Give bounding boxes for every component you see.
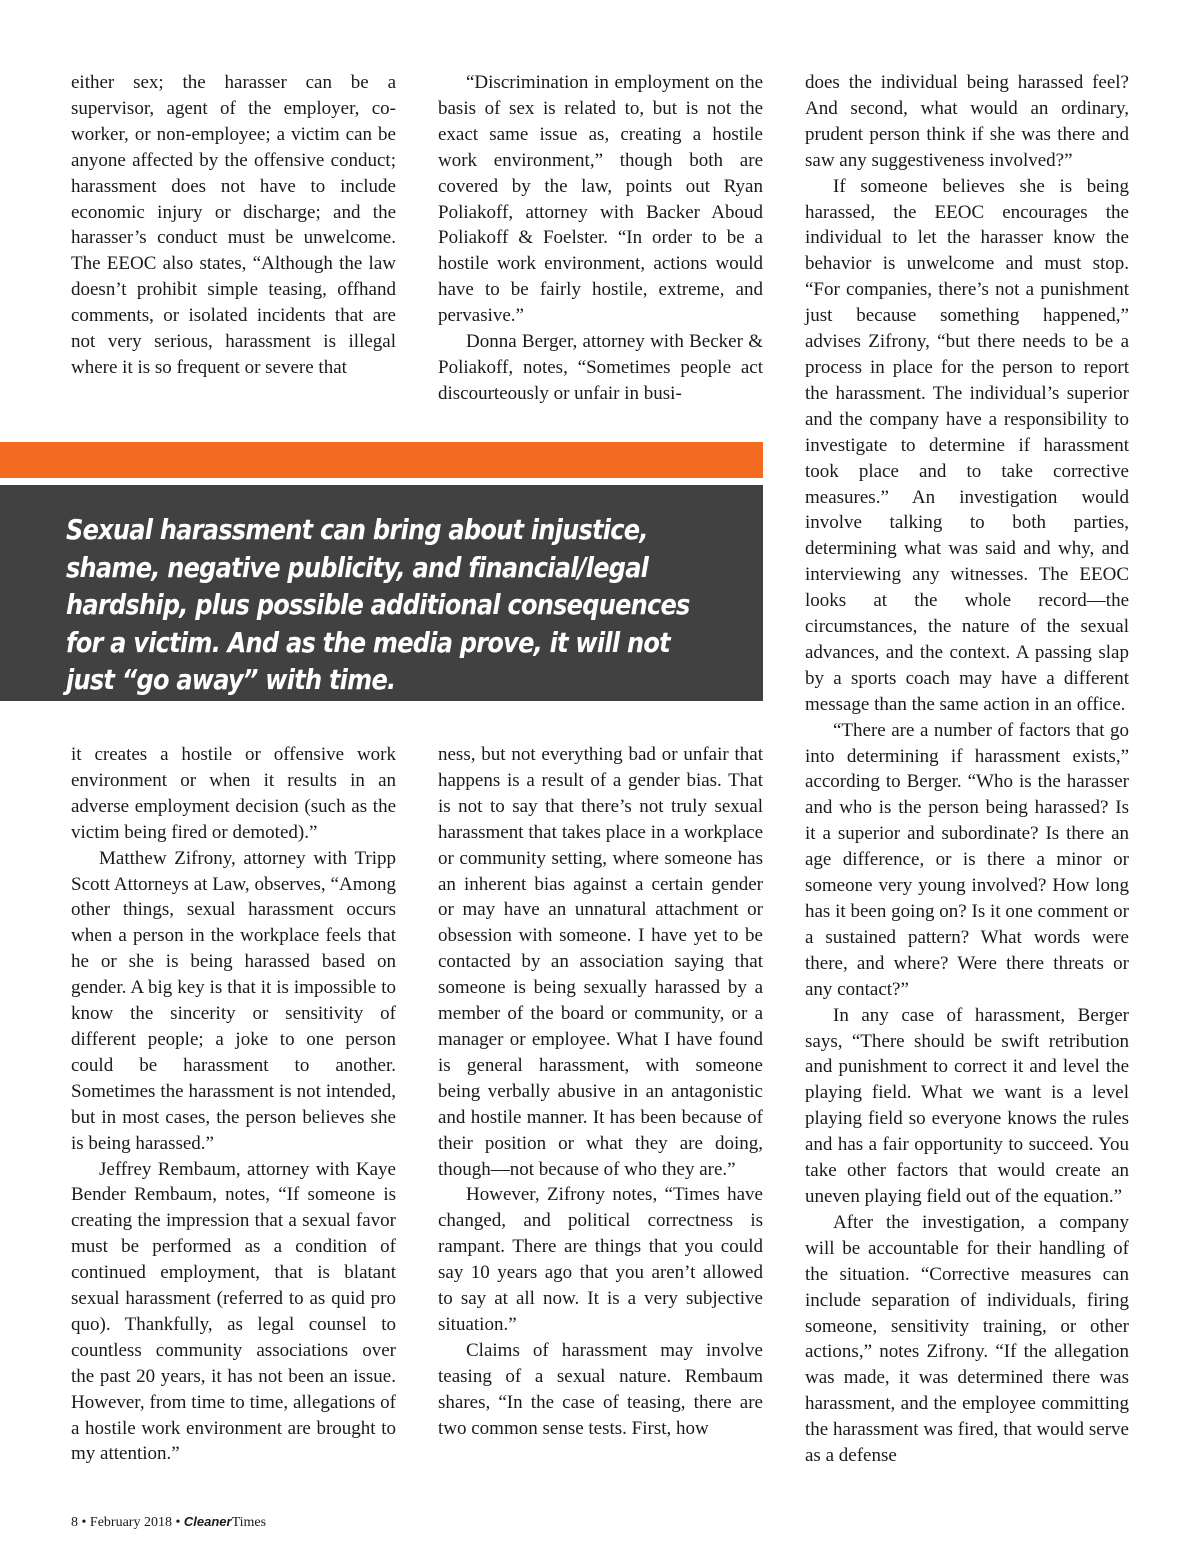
paragraph: ness, but not everything bad or unfair that happens is a result of a gender bias. That is not to say that there’s not truly sexual harassment that takes place in a workplace or community setting, where someone has an inherent bias against a certain gender or may have an unnatural attachment or obsession with someone. I have yet to be contacted by an association saying that someone is being sexually harassed by a member of the board or community, or a manager or employee. What I have found is general harassment, with someone being verbally abusive in an antagonistic and hostile manner. It has been because of their position or what they are doing, though—not because of who they are.” — [438, 744, 763, 1180]
paragraph: Matthew Zifrony, attorney with Tripp Scott Attorneys at Law, observes, “Among other things, sexual harassment occurs when a person in the workplace feels that he or she is being harassed based on gender. A big key is that it is impossible to know the sincerity or sensitivity of different people; a joke to one person could be harassment to another. Sometimes the harassment is not intended, but in most cases, the person believes she is being harassed.” — [71, 847, 396, 1154]
pull-quote: Sexual harassment can bring about injustice, shame, negative publicity, and financial/legal hardship, plus possible additional consequences for a victim. And as the media prove, it will not just “go away” with time. — [66, 513, 690, 696]
page-footer — [71, 1514, 266, 1531]
paragraph: “There are a number of factors that go into determining if harassment exists,” according to Berger. “Who is the harasser and who is the person being harassed? Is it a superior and subordinate? Is there an age difference, or is there a minor or someone very young involved? How long has it been going on? Is it one comment or a sustained pattern? What words were there, and where? Were there threats or any contact?” — [805, 719, 1129, 1000]
paragraph: Claims of harassment may involve teasing of a sexual nature. Rembaum shares, “In the case of teasing, there are two common sense tests. First, how — [438, 1339, 763, 1439]
column-1-bottom — [71, 742, 396, 1467]
paragraph: Jeffrey Rembaum, attorney with Kaye Bender Rembaum, notes, “If someone is creating the impression that a sexual favor must be performed as a condition of continued employment, that is blatant sexual harassment (referred to as quid pro quo). Thankfully, as legal counsel to countless community associations over the past 20 years, it has not been an issue. However, from time to time, allegations of a hostile work environment are brought to my attention.” — [71, 1158, 396, 1465]
footer-separator: • — [175, 1515, 181, 1530]
column-2-bottom — [438, 742, 763, 1441]
paragraph: After the investigation, a company will be accountable for their handling of the situation. “Corrective measures can include separation of individuals, firing someone, sensitivity training, or other actions,” notes Zifrony. “If the allegation was made, it was determined there was harassment, and the employee committing the harassment was fired, that would serve as a defense — [805, 1211, 1129, 1467]
magazine-name-suffix: Times — [231, 1515, 267, 1530]
paragraph: Donna Berger, attorney with Becker & Poliakoff, notes, “Sometimes people act discourteously or unfair in busi- — [438, 331, 763, 404]
paragraph: In any case of harassment, Berger says, “There should be swift retribution and punishment to correct it and level the playing field. What we want is a level playing field so everyone knows the rules and has a fair opportunity to succeed. You take other factors that would create an uneven playing field out of the equation.” — [805, 1004, 1129, 1207]
page-number: 8 — [71, 1515, 78, 1530]
paragraph: it creates a hostile or offensive work environment or when it results in an adverse employment decision (such as the victim being fired or demoted).” — [71, 744, 396, 843]
column-3 — [805, 70, 1129, 1469]
footer-separator: • — [81, 1515, 87, 1530]
column-2-top — [438, 70, 763, 407]
paragraph: does the individual being harassed feel? And second, what would an ordinary, prudent person think if she was there and saw any suggestiveness involved?” — [805, 72, 1129, 171]
accent-bar — [0, 442, 763, 478]
paragraph: either sex; the harasser can be a supervisor, agent of the employer, co-worker, or non-employee; a victim can be anyone affected by the offensive conduct; harassment does not have to include economic injury or discharge; and the harasser’s conduct must be unwelcome. The EEOC also states, “Although the law doesn’t prohibit simple teasing, offhand comments, or isolated incidents that are not very serious, harassment is illegal where it is so frequent or severe that — [71, 72, 396, 378]
column-1-top — [71, 70, 396, 381]
paragraph: However, Zifrony notes, “Times have changed, and political correctness is rampant. There are things that you could say 10 years ago that you aren’t allowed to say at all now. It is a very subjective situation.” — [438, 1184, 763, 1335]
magazine-name-prefix: Cleaner — [183, 1514, 232, 1529]
issue-date: February 2018 — [89, 1515, 172, 1530]
paragraph: If someone believes she is being harassed, the EEOC encourages the individual to let the harasser know the behavior is unwelcome and must stop. “For companies, there’s not a punishment just because something happened,” advises Zifrony, “but there needs to be a process in place for the person to report the harassment. The individual’s superior and the company have a responsibility to investigate to determine if harassment took place and to take corrective measures.” An investigation would involve talking to both parties, determining what was said and why, and interviewing any witnesses. The EEOC looks at the whole record—the circumstances, the nature of the sexual advances, and the context. A passing slap by a sports coach may have a different message than the same action in an office. — [805, 175, 1129, 715]
pull-quote-box — [0, 485, 763, 701]
paragraph: “Discrimination in employment on the basis of sex is related to, but is not the exact same issue as, creating a hostile work environment,” though both are covered by the law, points out Ryan Poliakoff, attorney with Backer Aboud Poliakoff & Foelster. “In order to be a hostile work environment, actions would have to be fairly hostile, extreme, and pervasive.” — [438, 72, 763, 327]
